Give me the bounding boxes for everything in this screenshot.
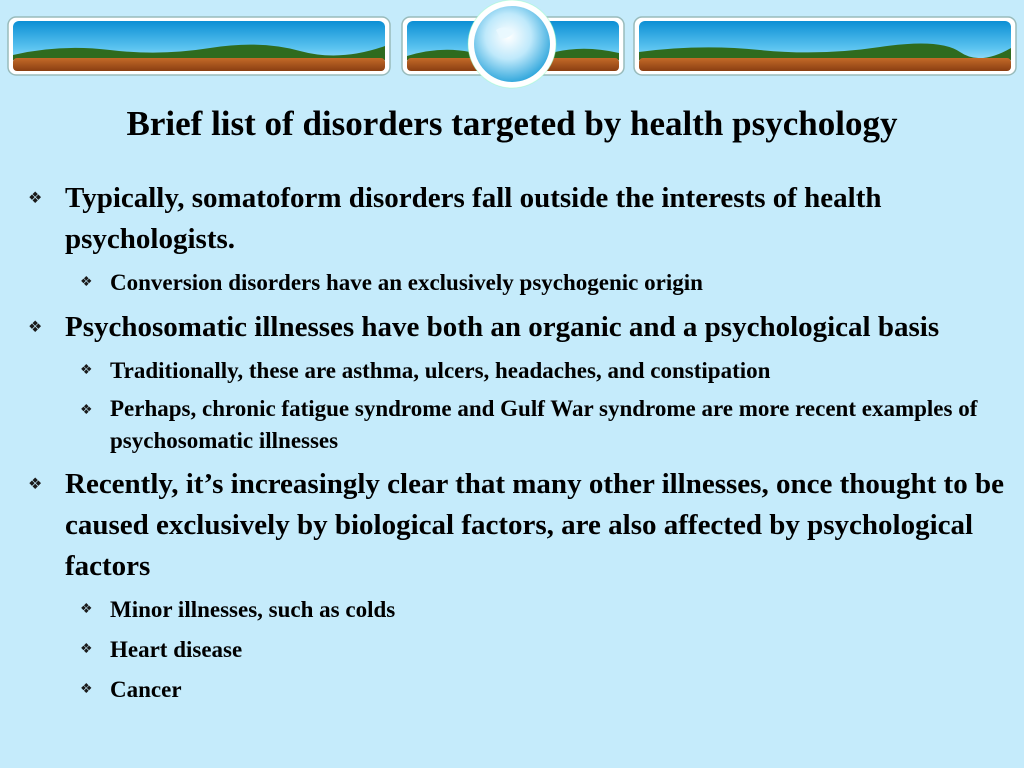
- diamond-bullet-icon: ❖: [80, 275, 93, 290]
- list-item-text: Minor illnesses, such as colds: [110, 597, 396, 622]
- list-item: [26, 353, 1018, 388]
- list-item: [26, 592, 1018, 627]
- list-item: [26, 307, 1018, 348]
- list-item-text: Conversion disorders have an exclusively psychogenic origin: [110, 270, 703, 295]
- list-item-text: Perhaps, chronic fatigue syndrome and Gulf War syndrome are more recent examples of psychosomatic illnesses: [110, 396, 978, 453]
- list-item: [26, 672, 1018, 707]
- list-item-text: Typically, somatoform disorders fall outside the interests of health psychologists.: [65, 182, 882, 255]
- diamond-bullet-icon: ❖: [28, 319, 43, 336]
- list-item: [26, 632, 1018, 667]
- diamond-bullet-icon: ❖: [80, 363, 93, 378]
- diamond-bullet-icon: ❖: [80, 602, 93, 617]
- diamond-bullet-icon: ❖: [80, 403, 93, 418]
- diamond-bullet-icon: ❖: [80, 682, 93, 697]
- landscape-banner-graphic: [0, 0, 1024, 92]
- list-item-text: Heart disease: [110, 637, 243, 662]
- list-item: [26, 178, 1018, 260]
- list-item-text: Traditionally, these are asthma, ulcers, headaches, and constipation: [110, 358, 771, 383]
- banner-panel-right: [634, 17, 1016, 75]
- list-item: [26, 265, 1018, 300]
- header-banner: [0, 0, 1024, 92]
- globe-icon: [468, 0, 556, 88]
- diamond-bullet-icon: ❖: [28, 190, 43, 207]
- banner-panel-left: [8, 17, 390, 75]
- diamond-bullet-icon: ❖: [28, 476, 43, 493]
- bullet-list: [26, 178, 1018, 707]
- list-item-text: Psychosomatic illnesses have both an organic and a psychological basis: [65, 311, 940, 343]
- diamond-bullet-icon: ❖: [80, 642, 93, 657]
- list-item: [26, 393, 1018, 457]
- list-item-text: Recently, it’s increasingly clear that many other illnesses, once thought to be caused exclusively by biological factors, are also affected by psychological factors: [65, 468, 1004, 582]
- list-item-text: Cancer: [110, 677, 182, 702]
- slide-title: Brief list of disorders targeted by health psychology: [126, 104, 898, 143]
- list-item: [26, 464, 1018, 587]
